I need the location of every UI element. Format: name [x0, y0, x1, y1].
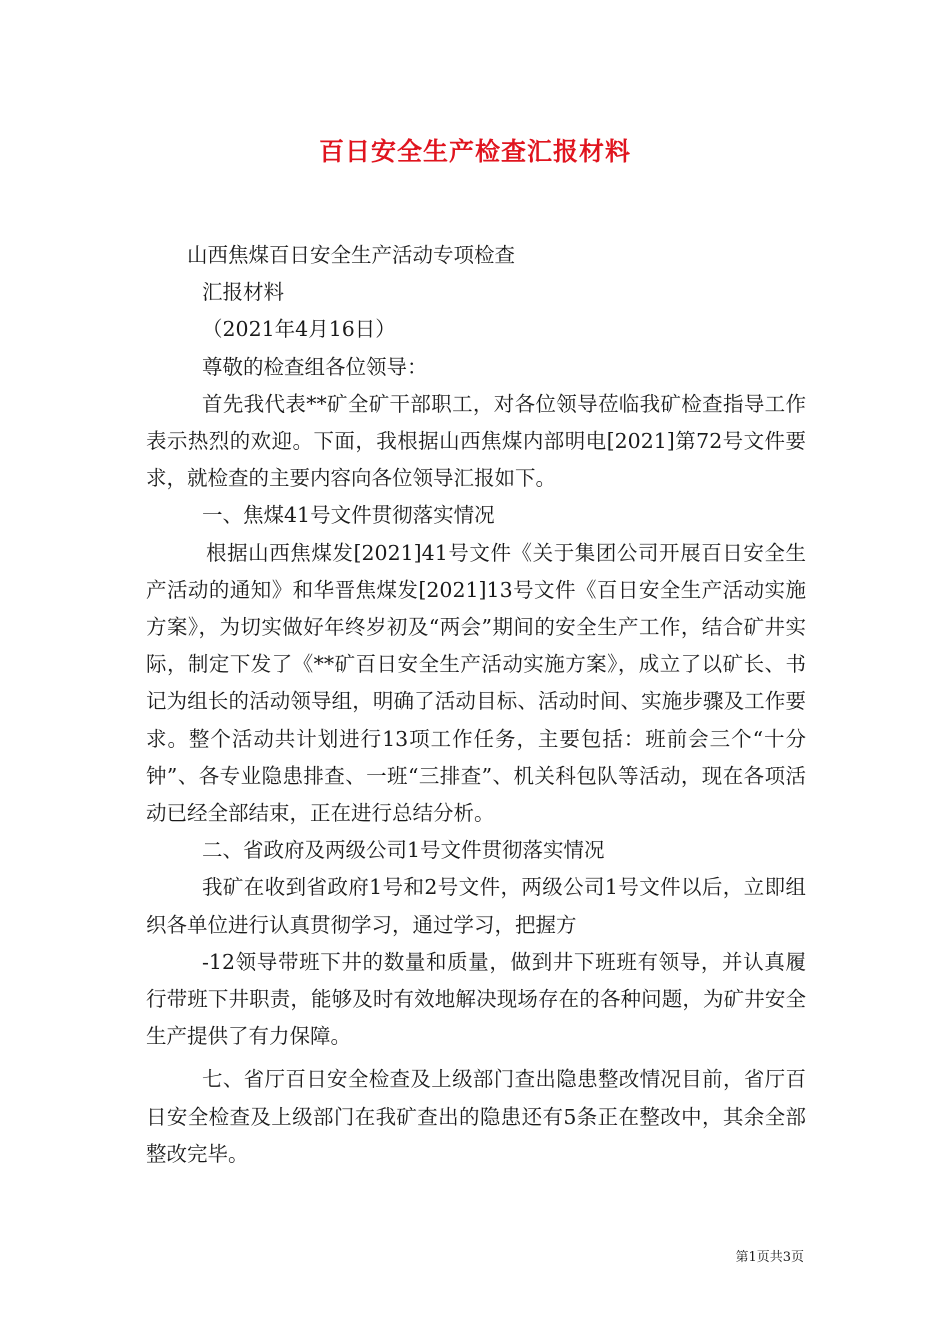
paragraph-subtitle: 山西焦煤百日安全生产活动专项检查 [187, 243, 515, 267]
section-heading-1: 一、焦煤41号文件贯彻落实情况 [202, 503, 495, 528]
page-indicator: 第1页共3页 [735, 1250, 804, 1265]
document-title: 百日安全生产检查汇报材料 [318, 137, 631, 166]
section-heading-2: 二、省政府及两级公司1号文件贯彻落实情况 [202, 838, 605, 863]
paragraph-date: （2021年4月16日） [202, 317, 396, 342]
paragraph-salutation: 尊敬的检查组各位领导： [202, 354, 428, 379]
paragraph-section-2: 我矿在收到省政府1号和2号文件，两级公司1号文件以后，立即组织各单位进行认真贯彻学习，通过学习，把握方 [146, 875, 806, 937]
paragraph-continuation: -12领导带班下井的数量和质量，做到井下班班有领导，并认真履行带班下井职责，能够及时有效地解决现场存在的各种问题，为矿井安全生产提供了有力保障。 [146, 949, 806, 1049]
document-body [146, 237, 806, 1173]
paragraph-subtitle-2: 汇报材料 [202, 280, 284, 305]
paragraph-section-1: 根据山西焦煤发[2021]41号文件《关于集团公司开展百日安全生产活动的通知》和华晋焦煤发[2021]13号文件《百日安全生产活动实施方案》，为切实做好年终岁初及“两会”期间的安全生产工作，结合矿井实际，制定下发了《**矿百日安全生产活动实施方案》，成立了以矿长、书记为组长的活动领导组，明确了活动目标、活动时间、实施步骤及工作要求。整个活动共计划进行13项工作任务，主要包括：班前会三个“十分钟”、各专业隐患排查、一班“三排查”、机关科包队等活动，现在各项活动已经全部结束，正在进行总结分析。 [146, 540, 806, 826]
paragraph-intro: 首先我代表**矿全矿干部职工，对各位领导莅临我矿检查指导工作表示热烈的欢迎。下面，我根据山西焦煤内部明电[2021]第72号文件要求，就检查的主要内容向各位领导汇报如下。 [146, 391, 806, 491]
paragraph-section-7: 七、省厅百日安全检查及上级部门查出隐患整改情况目前，省厅百日安全检查及上级部门在我矿查出的隐患还有5条正在整改中，其余全部整改完毕。 [146, 1067, 806, 1166]
